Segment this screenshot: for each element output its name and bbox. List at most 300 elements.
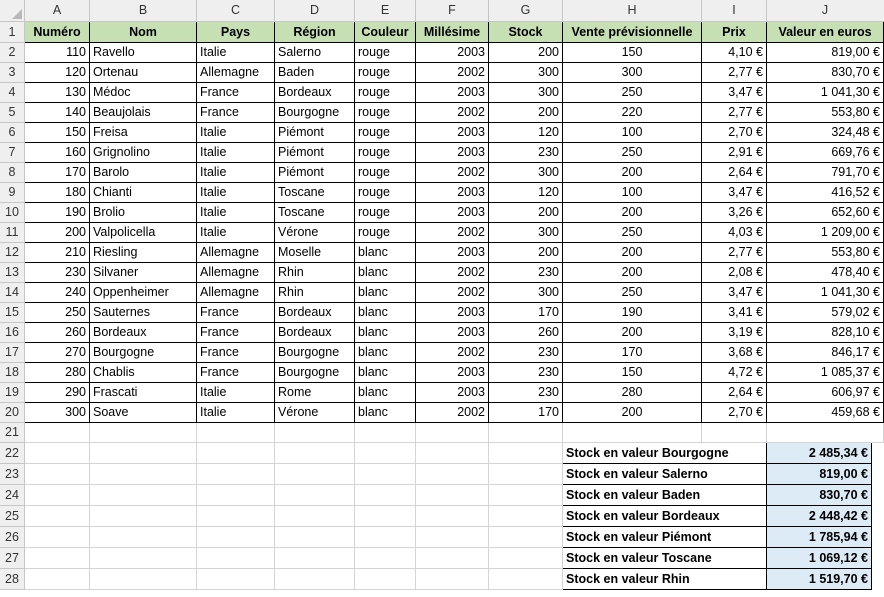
summary-label[interactable]: Stock en valeur Salerno: [563, 464, 767, 485]
empty-cell[interactable]: [90, 485, 197, 506]
table-cell[interactable]: 416,52 €: [767, 183, 884, 203]
table-cell[interactable]: rouge: [355, 203, 416, 223]
table-cell[interactable]: 2003: [416, 43, 489, 63]
row-header-7[interactable]: 7: [0, 143, 25, 163]
table-cell[interactable]: 2003: [416, 203, 489, 223]
row-header-2[interactable]: 2: [0, 43, 25, 63]
table-cell[interactable]: Bourgogne: [275, 343, 355, 363]
table-cell[interactable]: 170: [489, 403, 563, 423]
column-header-b[interactable]: B: [90, 0, 197, 22]
column-header-j[interactable]: J: [767, 0, 884, 22]
table-cell[interactable]: Chianti: [90, 183, 197, 203]
row-header-8[interactable]: 8: [0, 163, 25, 183]
empty-cell[interactable]: [275, 443, 355, 464]
table-cell[interactable]: 240: [25, 283, 90, 303]
table-cell[interactable]: 2,64 €: [702, 163, 767, 183]
table-cell[interactable]: 3,47 €: [702, 83, 767, 103]
column-header-e[interactable]: E: [355, 0, 416, 22]
row-header-18[interactable]: 18: [0, 363, 25, 383]
table-cell[interactable]: Bordeaux: [275, 303, 355, 323]
table-cell[interactable]: Allemagne: [197, 243, 275, 263]
empty-cell[interactable]: [416, 464, 489, 485]
column-header-g[interactable]: G: [489, 0, 563, 22]
column-header-c[interactable]: C: [197, 0, 275, 22]
table-cell[interactable]: 2002: [416, 283, 489, 303]
table-cell[interactable]: Rhin: [275, 283, 355, 303]
table-cell[interactable]: 200: [25, 223, 90, 243]
table-cell[interactable]: rouge: [355, 63, 416, 83]
table-cell[interactable]: 1 041,30 €: [767, 283, 884, 303]
table-cell[interactable]: 2003: [416, 363, 489, 383]
table-cell[interactable]: 170: [25, 163, 90, 183]
row-header-27[interactable]: 27: [0, 548, 25, 569]
table-header-cell[interactable]: Valeur en euros: [767, 22, 884, 43]
table-cell[interactable]: France: [197, 343, 275, 363]
empty-cell[interactable]: [489, 423, 563, 443]
table-header-cell[interactable]: Vente prévisionnelle: [563, 22, 702, 43]
table-cell[interactable]: Italie: [197, 183, 275, 203]
table-cell[interactable]: Italie: [197, 383, 275, 403]
empty-cell[interactable]: [25, 527, 90, 548]
empty-cell[interactable]: [197, 485, 275, 506]
empty-cell[interactable]: [355, 443, 416, 464]
column-header-h[interactable]: H: [563, 0, 702, 22]
row-header-4[interactable]: 4: [0, 83, 25, 103]
table-cell[interactable]: 200: [489, 43, 563, 63]
table-cell[interactable]: 1 041,30 €: [767, 83, 884, 103]
empty-cell[interactable]: [197, 569, 275, 590]
table-cell[interactable]: rouge: [355, 83, 416, 103]
table-cell[interactable]: 652,60 €: [767, 203, 884, 223]
empty-cell[interactable]: [416, 548, 489, 569]
table-cell[interactable]: rouge: [355, 143, 416, 163]
empty-cell[interactable]: [489, 485, 563, 506]
empty-cell[interactable]: [197, 443, 275, 464]
row-header-10[interactable]: 10: [0, 203, 25, 223]
table-cell[interactable]: Italie: [197, 203, 275, 223]
table-header-cell[interactable]: Millésime: [416, 22, 489, 43]
table-cell[interactable]: 2002: [416, 343, 489, 363]
empty-cell[interactable]: [197, 506, 275, 527]
table-cell[interactable]: 260: [489, 323, 563, 343]
row-header-1[interactable]: 1: [0, 22, 25, 43]
table-cell[interactable]: 170: [563, 343, 702, 363]
table-cell[interactable]: 190: [563, 303, 702, 323]
table-cell[interactable]: 290: [25, 383, 90, 403]
table-cell[interactable]: France: [197, 363, 275, 383]
table-cell[interactable]: 2002: [416, 103, 489, 123]
table-cell[interactable]: 819,00 €: [767, 43, 884, 63]
table-cell[interactable]: Allemagne: [197, 283, 275, 303]
row-header-3[interactable]: 3: [0, 63, 25, 83]
table-cell[interactable]: France: [197, 103, 275, 123]
table-cell[interactable]: blanc: [355, 363, 416, 383]
table-cell[interactable]: 300: [489, 223, 563, 243]
empty-cell[interactable]: [416, 506, 489, 527]
table-cell[interactable]: blanc: [355, 263, 416, 283]
table-cell[interactable]: Frascati: [90, 383, 197, 403]
table-cell[interactable]: 478,40 €: [767, 263, 884, 283]
summary-value[interactable]: 1 519,70 €: [767, 569, 872, 590]
row-header-6[interactable]: 6: [0, 123, 25, 143]
table-cell[interactable]: 200: [563, 403, 702, 423]
table-cell[interactable]: 230: [489, 343, 563, 363]
table-cell[interactable]: Piémont: [275, 163, 355, 183]
table-cell[interactable]: 200: [489, 203, 563, 223]
table-cell[interactable]: 300: [489, 63, 563, 83]
table-cell[interactable]: 210: [25, 243, 90, 263]
row-header-15[interactable]: 15: [0, 303, 25, 323]
table-cell[interactable]: Allemagne: [197, 63, 275, 83]
table-cell[interactable]: 160: [25, 143, 90, 163]
table-header-cell[interactable]: Région: [275, 22, 355, 43]
table-cell[interactable]: 120: [489, 183, 563, 203]
empty-cell[interactable]: [355, 423, 416, 443]
summary-label[interactable]: Stock en valeur Rhin: [563, 569, 767, 590]
empty-cell[interactable]: [275, 506, 355, 527]
table-header-cell[interactable]: Numéro: [25, 22, 90, 43]
table-cell[interactable]: 250: [563, 143, 702, 163]
table-cell[interactable]: 250: [25, 303, 90, 323]
table-cell[interactable]: 230: [489, 363, 563, 383]
empty-cell[interactable]: [25, 443, 90, 464]
table-cell[interactable]: 230: [489, 383, 563, 403]
select-all-corner[interactable]: [0, 0, 25, 22]
table-cell[interactable]: 200: [563, 323, 702, 343]
table-cell[interactable]: 553,80 €: [767, 103, 884, 123]
table-cell[interactable]: France: [197, 83, 275, 103]
table-cell[interactable]: 2003: [416, 83, 489, 103]
table-cell[interactable]: 180: [25, 183, 90, 203]
empty-cell[interactable]: [416, 527, 489, 548]
empty-cell[interactable]: [275, 423, 355, 443]
table-cell[interactable]: 2003: [416, 303, 489, 323]
table-cell[interactable]: Beaujolais: [90, 103, 197, 123]
row-header-25[interactable]: 25: [0, 506, 25, 527]
table-cell[interactable]: Riesling: [90, 243, 197, 263]
table-cell[interactable]: Oppenheimer: [90, 283, 197, 303]
summary-value[interactable]: 830,70 €: [767, 485, 872, 506]
table-cell[interactable]: Moselle: [275, 243, 355, 263]
empty-cell[interactable]: [90, 527, 197, 548]
table-cell[interactable]: 2002: [416, 263, 489, 283]
table-cell[interactable]: 2,77 €: [702, 63, 767, 83]
table-cell[interactable]: 230: [489, 143, 563, 163]
column-header-d[interactable]: D: [275, 0, 355, 22]
row-header-23[interactable]: 23: [0, 464, 25, 485]
table-cell[interactable]: Italie: [197, 223, 275, 243]
empty-cell[interactable]: [25, 569, 90, 590]
empty-cell[interactable]: [275, 548, 355, 569]
row-header-9[interactable]: 9: [0, 183, 25, 203]
empty-cell[interactable]: [489, 443, 563, 464]
table-cell[interactable]: Freisa: [90, 123, 197, 143]
table-cell[interactable]: Italie: [197, 123, 275, 143]
table-cell[interactable]: Vérone: [275, 403, 355, 423]
table-cell[interactable]: 2,70 €: [702, 403, 767, 423]
table-cell[interactable]: 250: [563, 223, 702, 243]
table-cell[interactable]: 3,68 €: [702, 343, 767, 363]
table-cell[interactable]: Ravello: [90, 43, 197, 63]
empty-cell[interactable]: [25, 485, 90, 506]
empty-cell[interactable]: [90, 443, 197, 464]
table-header-cell[interactable]: Nom: [90, 22, 197, 43]
table-cell[interactable]: 459,68 €: [767, 403, 884, 423]
table-cell[interactable]: 200: [563, 203, 702, 223]
empty-cell[interactable]: [90, 464, 197, 485]
table-cell[interactable]: 100: [563, 183, 702, 203]
empty-cell[interactable]: [416, 485, 489, 506]
table-cell[interactable]: 270: [25, 343, 90, 363]
table-cell[interactable]: Toscane: [275, 203, 355, 223]
table-cell[interactable]: rouge: [355, 103, 416, 123]
empty-cell[interactable]: [416, 423, 489, 443]
table-cell[interactable]: 579,02 €: [767, 303, 884, 323]
table-cell[interactable]: Sauternes: [90, 303, 197, 323]
table-cell[interactable]: 2,70 €: [702, 123, 767, 143]
table-cell[interactable]: 200: [563, 263, 702, 283]
table-cell[interactable]: Salerno: [275, 43, 355, 63]
table-cell[interactable]: 140: [25, 103, 90, 123]
table-cell[interactable]: Grignolino: [90, 143, 197, 163]
table-cell[interactable]: blanc: [355, 383, 416, 403]
row-header-17[interactable]: 17: [0, 343, 25, 363]
table-cell[interactable]: 4,03 €: [702, 223, 767, 243]
table-cell[interactable]: 300: [25, 403, 90, 423]
table-cell[interactable]: 120: [25, 63, 90, 83]
empty-cell[interactable]: [355, 485, 416, 506]
table-cell[interactable]: 100: [563, 123, 702, 143]
table-cell[interactable]: blanc: [355, 343, 416, 363]
empty-cell[interactable]: [355, 506, 416, 527]
empty-cell[interactable]: [489, 464, 563, 485]
table-cell[interactable]: 230: [25, 263, 90, 283]
table-cell[interactable]: Rhin: [275, 263, 355, 283]
table-cell[interactable]: blanc: [355, 323, 416, 343]
table-cell[interactable]: 2,91 €: [702, 143, 767, 163]
table-cell[interactable]: rouge: [355, 123, 416, 143]
empty-cell[interactable]: [355, 548, 416, 569]
table-cell[interactable]: 150: [563, 363, 702, 383]
empty-cell[interactable]: [197, 527, 275, 548]
empty-cell[interactable]: [275, 569, 355, 590]
table-cell[interactable]: 3,19 €: [702, 323, 767, 343]
table-cell[interactable]: Baden: [275, 63, 355, 83]
table-cell[interactable]: 1 085,37 €: [767, 363, 884, 383]
table-cell[interactable]: 4,10 €: [702, 43, 767, 63]
table-cell[interactable]: 2002: [416, 163, 489, 183]
table-cell[interactable]: Allemagne: [197, 263, 275, 283]
empty-cell[interactable]: [489, 569, 563, 590]
table-cell[interactable]: 3,47 €: [702, 183, 767, 203]
row-header-14[interactable]: 14: [0, 283, 25, 303]
column-header-a[interactable]: A: [25, 0, 90, 22]
empty-cell[interactable]: [702, 423, 767, 443]
empty-cell[interactable]: [489, 506, 563, 527]
table-cell[interactable]: 2002: [416, 63, 489, 83]
table-cell[interactable]: 2003: [416, 243, 489, 263]
empty-cell[interactable]: [197, 464, 275, 485]
table-cell[interactable]: Barolo: [90, 163, 197, 183]
table-cell[interactable]: Soave: [90, 403, 197, 423]
table-header-cell[interactable]: Stock: [489, 22, 563, 43]
table-cell[interactable]: 2003: [416, 323, 489, 343]
table-cell[interactable]: 553,80 €: [767, 243, 884, 263]
row-header-28[interactable]: 28: [0, 569, 25, 590]
empty-cell[interactable]: [489, 527, 563, 548]
table-cell[interactable]: 2,77 €: [702, 103, 767, 123]
row-header-19[interactable]: 19: [0, 383, 25, 403]
empty-cell[interactable]: [355, 464, 416, 485]
table-cell[interactable]: blanc: [355, 283, 416, 303]
table-cell[interactable]: rouge: [355, 183, 416, 203]
table-cell[interactable]: France: [197, 323, 275, 343]
table-cell[interactable]: Valpolicella: [90, 223, 197, 243]
table-cell[interactable]: rouge: [355, 163, 416, 183]
row-header-26[interactable]: 26: [0, 527, 25, 548]
empty-cell[interactable]: [275, 485, 355, 506]
table-cell[interactable]: 120: [489, 123, 563, 143]
empty-cell[interactable]: [767, 423, 884, 443]
table-cell[interactable]: 2003: [416, 183, 489, 203]
table-cell[interactable]: 846,17 €: [767, 343, 884, 363]
table-cell[interactable]: 250: [563, 83, 702, 103]
table-cell[interactable]: 2,08 €: [702, 263, 767, 283]
table-cell[interactable]: Italie: [197, 403, 275, 423]
empty-cell[interactable]: [25, 548, 90, 569]
table-cell[interactable]: 2003: [416, 143, 489, 163]
empty-cell[interactable]: [90, 569, 197, 590]
table-cell[interactable]: 190: [25, 203, 90, 223]
table-cell[interactable]: rouge: [355, 43, 416, 63]
table-cell[interactable]: Brolio: [90, 203, 197, 223]
row-header-22[interactable]: 22: [0, 443, 25, 464]
empty-cell[interactable]: [563, 423, 702, 443]
table-cell[interactable]: blanc: [355, 303, 416, 323]
table-cell[interactable]: 220: [563, 103, 702, 123]
row-header-11[interactable]: 11: [0, 223, 25, 243]
empty-cell[interactable]: [197, 423, 275, 443]
table-cell[interactable]: 3,47 €: [702, 283, 767, 303]
table-cell[interactable]: 150: [25, 123, 90, 143]
table-cell[interactable]: 830,70 €: [767, 63, 884, 83]
table-cell[interactable]: 606,97 €: [767, 383, 884, 403]
table-cell[interactable]: Piémont: [275, 123, 355, 143]
table-cell[interactable]: Silvaner: [90, 263, 197, 283]
empty-cell[interactable]: [416, 443, 489, 464]
summary-label[interactable]: Stock en valeur Bourgogne: [563, 443, 767, 464]
table-cell[interactable]: 280: [25, 363, 90, 383]
empty-cell[interactable]: [275, 527, 355, 548]
table-cell[interactable]: 300: [489, 83, 563, 103]
table-cell[interactable]: Rome: [275, 383, 355, 403]
table-cell[interactable]: 1 209,00 €: [767, 223, 884, 243]
table-cell[interactable]: 3,26 €: [702, 203, 767, 223]
table-cell[interactable]: Vérone: [275, 223, 355, 243]
table-cell[interactable]: 828,10 €: [767, 323, 884, 343]
row-header-13[interactable]: 13: [0, 263, 25, 283]
table-cell[interactable]: 260: [25, 323, 90, 343]
summary-value[interactable]: 1 069,12 €: [767, 548, 872, 569]
table-cell[interactable]: blanc: [355, 243, 416, 263]
empty-cell[interactable]: [355, 527, 416, 548]
table-cell[interactable]: 4,72 €: [702, 363, 767, 383]
table-cell[interactable]: 791,70 €: [767, 163, 884, 183]
table-cell[interactable]: Italie: [197, 43, 275, 63]
table-cell[interactable]: 2003: [416, 123, 489, 143]
table-cell[interactable]: 2002: [416, 403, 489, 423]
table-header-cell[interactable]: Couleur: [355, 22, 416, 43]
table-cell[interactable]: 324,48 €: [767, 123, 884, 143]
summary-value[interactable]: 1 785,94 €: [767, 527, 872, 548]
table-cell[interactable]: Italie: [197, 163, 275, 183]
table-cell[interactable]: rouge: [355, 223, 416, 243]
summary-label[interactable]: Stock en valeur Toscane: [563, 548, 767, 569]
table-cell[interactable]: 110: [25, 43, 90, 63]
empty-cell[interactable]: [416, 569, 489, 590]
summary-label[interactable]: Stock en valeur Piémont: [563, 527, 767, 548]
table-cell[interactable]: 250: [563, 283, 702, 303]
empty-cell[interactable]: [25, 423, 90, 443]
table-cell[interactable]: 170: [489, 303, 563, 323]
table-cell[interactable]: Bordeaux: [275, 83, 355, 103]
row-header-20[interactable]: 20: [0, 403, 25, 423]
table-cell[interactable]: Bourgogne: [90, 343, 197, 363]
empty-cell[interactable]: [25, 464, 90, 485]
column-header-f[interactable]: F: [416, 0, 489, 22]
table-cell[interactable]: 150: [563, 43, 702, 63]
table-cell[interactable]: 2,64 €: [702, 383, 767, 403]
table-cell[interactable]: 300: [489, 163, 563, 183]
table-cell[interactable]: Bordeaux: [90, 323, 197, 343]
table-cell[interactable]: 200: [563, 243, 702, 263]
summary-value[interactable]: 819,00 €: [767, 464, 872, 485]
row-header-21[interactable]: 21: [0, 423, 25, 443]
table-cell[interactable]: 300: [563, 63, 702, 83]
table-cell[interactable]: Bourgogne: [275, 103, 355, 123]
empty-cell[interactable]: [275, 464, 355, 485]
table-cell[interactable]: Piémont: [275, 143, 355, 163]
table-header-cell[interactable]: Prix: [702, 22, 767, 43]
table-cell[interactable]: 200: [563, 163, 702, 183]
summary-label[interactable]: Stock en valeur Bordeaux: [563, 506, 767, 527]
table-cell[interactable]: France: [197, 303, 275, 323]
table-cell[interactable]: 130: [25, 83, 90, 103]
table-cell[interactable]: 200: [489, 103, 563, 123]
table-cell[interactable]: Bordeaux: [275, 323, 355, 343]
table-cell[interactable]: Bourgogne: [275, 363, 355, 383]
table-cell[interactable]: 230: [489, 263, 563, 283]
row-header-16[interactable]: 16: [0, 323, 25, 343]
row-header-5[interactable]: 5: [0, 103, 25, 123]
table-cell[interactable]: 200: [489, 243, 563, 263]
table-cell[interactable]: 669,76 €: [767, 143, 884, 163]
empty-cell[interactable]: [90, 548, 197, 569]
summary-value[interactable]: 2 485,34 €: [767, 443, 872, 464]
table-cell[interactable]: 2002: [416, 223, 489, 243]
table-cell[interactable]: Ortenau: [90, 63, 197, 83]
table-cell[interactable]: Italie: [197, 143, 275, 163]
table-cell[interactable]: blanc: [355, 403, 416, 423]
column-header-i[interactable]: I: [702, 0, 767, 22]
table-cell[interactable]: 2003: [416, 383, 489, 403]
table-header-cell[interactable]: Pays: [197, 22, 275, 43]
summary-label[interactable]: Stock en valeur Baden: [563, 485, 767, 506]
empty-cell[interactable]: [90, 506, 197, 527]
empty-cell[interactable]: [90, 423, 197, 443]
empty-cell[interactable]: [197, 548, 275, 569]
empty-cell[interactable]: [489, 548, 563, 569]
